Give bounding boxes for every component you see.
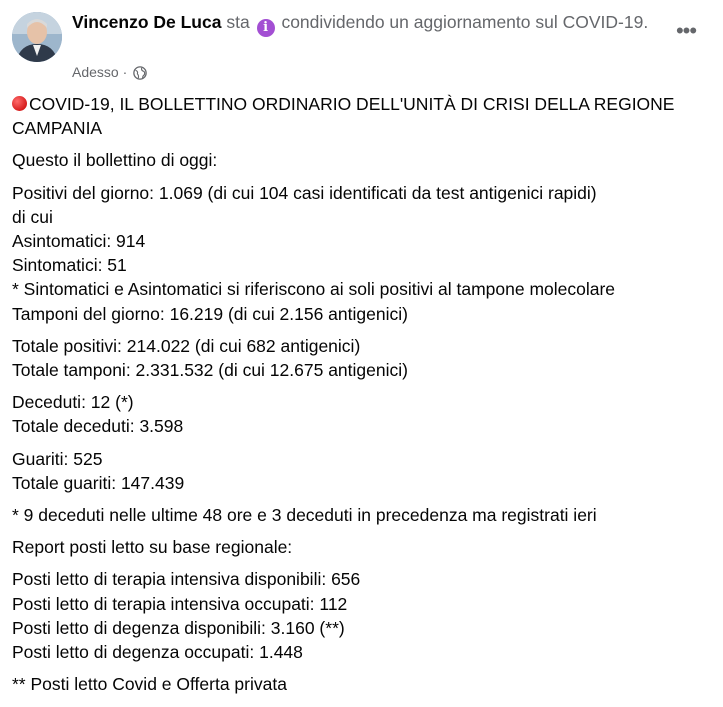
text-line: Positivi del giorno: 1.069 (di cui 104 casi identificati da test antigenici rapidi) — [12, 182, 597, 203]
text-line: * Sintomatici e Asintomatici si riferiscono ai soli positivi al tampone molecolare — [12, 279, 616, 300]
paragraph — [12, 447, 712, 495]
post-header — [72, 10, 662, 37]
text-line: Totale guariti: 147.439 — [12, 472, 185, 493]
globe-icon[interactable] — [133, 65, 147, 85]
paragraph — [12, 535, 712, 559]
text-line: Sintomatici: 51 — [12, 255, 127, 276]
text-line: Posti letto di terapia intensiva occupati: 112 — [12, 593, 348, 614]
text-line: di cui — [12, 206, 53, 227]
text-line: Report posti letto su base regionale: — [12, 537, 293, 558]
meta-separator: · — [122, 64, 128, 80]
paragraph — [12, 334, 712, 382]
text-line: Tamponi del giorno: 16.219 (di cui 2.156 antigenici) — [12, 303, 408, 324]
header-action: condividendo un aggiornamento sul COVID-19. — [281, 12, 649, 32]
text-line: Posti letto di degenza disponibili: 3.160 (**) — [12, 617, 345, 638]
red-circle-icon — [12, 96, 27, 111]
paragraph — [12, 672, 712, 696]
paragraph — [12, 390, 712, 438]
post-title: COVID-19, IL BOLLETTINO ORDINARIO DELL'UNITÀ DI CRISI DELLA REGIONE CAMPANIA — [12, 94, 675, 139]
info-icon: i — [257, 19, 275, 37]
post-title-line — [12, 92, 712, 140]
paragraph — [12, 92, 712, 140]
text-line: * 9 deceduti nelle ultime 48 ore e 3 deceduti in precedenza ma registrati ieri — [12, 505, 597, 526]
paragraph — [12, 503, 712, 527]
text-line: Posti letto di degenza occupati: 1.448 — [12, 642, 303, 663]
paragraph — [12, 148, 712, 172]
text-line: Totale deceduti: 3.598 — [12, 416, 184, 437]
timestamp-link[interactable]: Adesso — [72, 64, 119, 80]
text-line: Asintomatici: 914 — [12, 231, 146, 252]
avatar-photo-icon — [12, 12, 62, 62]
text-line: Posti letto di terapia intensiva disponibili: 656 — [12, 569, 361, 590]
text-line: ** Posti letto Covid e Offerta privata — [12, 674, 287, 695]
text-line: Totale tamponi: 2.331.532 (di cui 12.675 antigenici) — [12, 360, 408, 381]
text-line: Guariti: 525 — [12, 448, 103, 469]
paragraph — [12, 567, 712, 664]
header-verb: sta — [226, 12, 250, 32]
author-avatar[interactable] — [12, 12, 62, 62]
text-line: Totale positivi: 214.022 (di cui 682 antigenici) — [12, 335, 361, 356]
post-meta — [72, 62, 147, 85]
text-line: Deceduti: 12 (*) — [12, 392, 134, 413]
post-body — [12, 92, 712, 704]
more-options-button[interactable]: ••• — [675, 18, 697, 43]
paragraph — [12, 181, 712, 326]
author-name[interactable]: Vincenzo De Luca — [72, 12, 222, 32]
text-line: Questo il bollettino di oggi: — [12, 150, 218, 171]
